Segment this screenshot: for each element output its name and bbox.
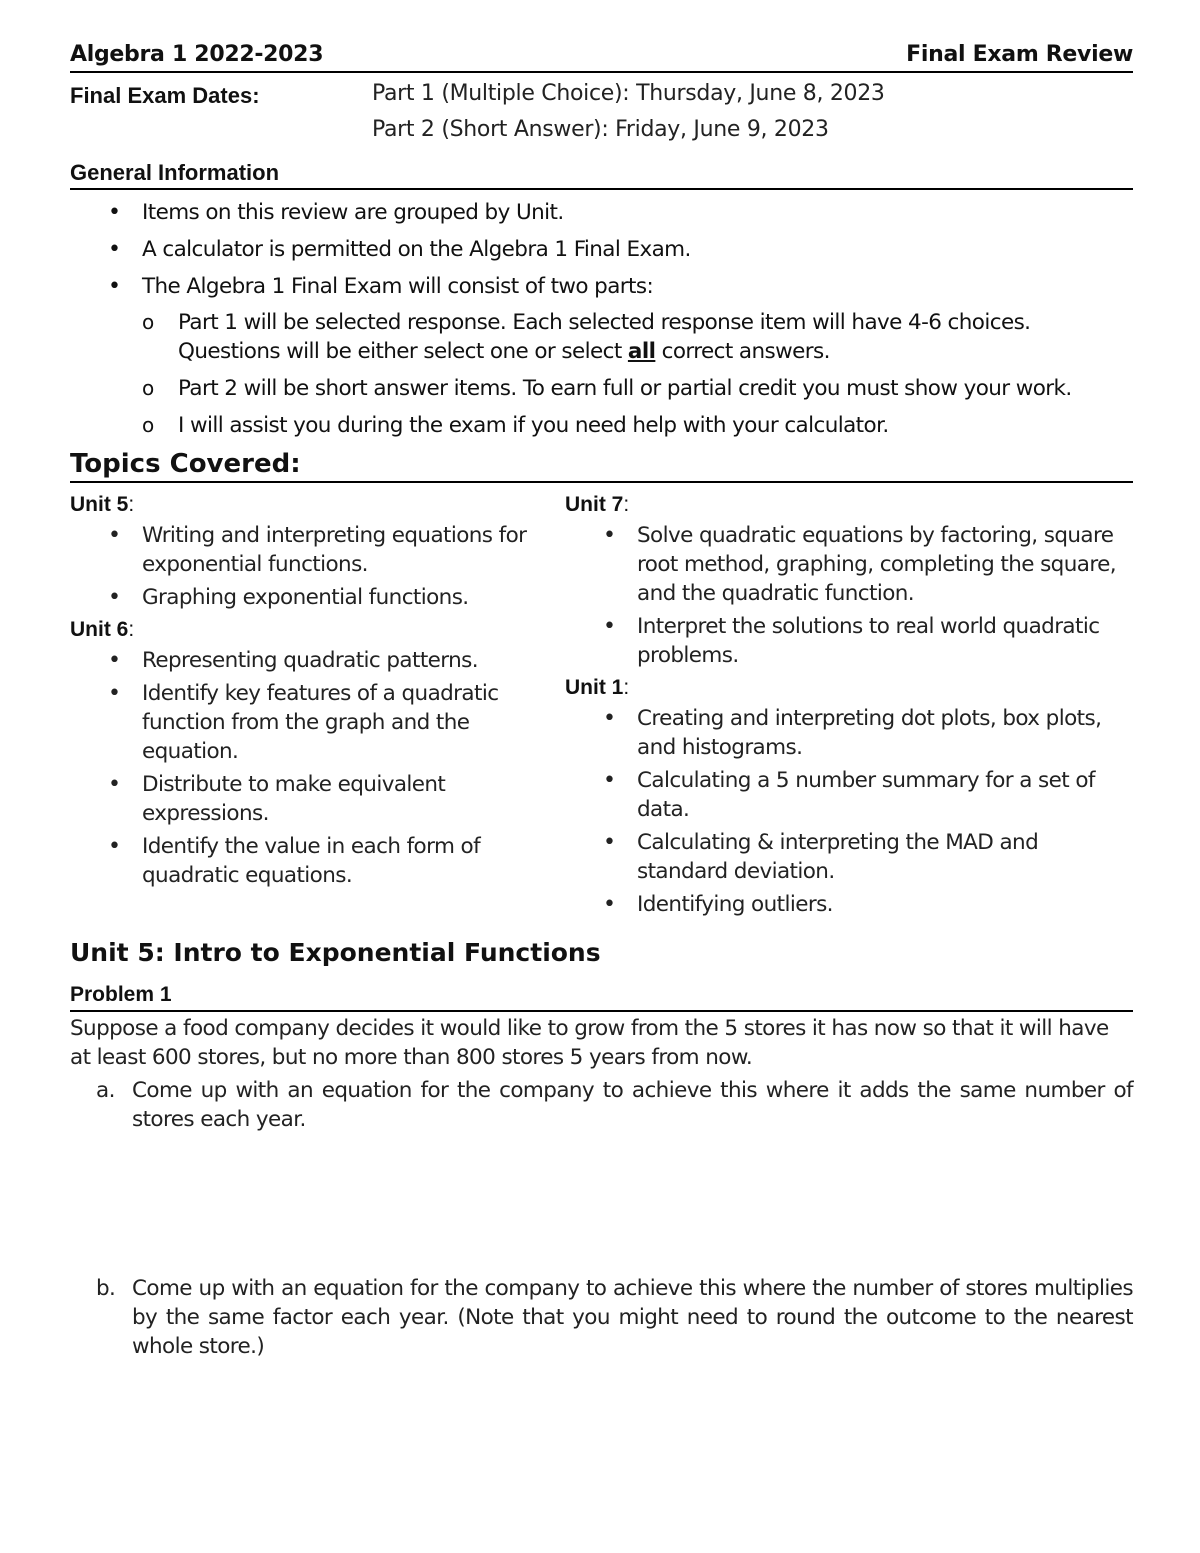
- list-item: • Creating and interpreting dot plots, box plots, and histograms.: [603, 706, 1102, 760]
- unit7-topics: [565, 521, 1133, 670]
- bullet-icon: •: [603, 706, 616, 731]
- question-a: a. Come up with an equation for the company to achieve this where it adds the same number of stores each year.: [96, 1078, 1133, 1132]
- unit1-topics: [565, 704, 1133, 919]
- bullet-icon: •: [603, 830, 616, 855]
- list-item: • A calculator is permitted on the Algebra 1 Final Exam.: [108, 237, 691, 262]
- list-item: • Interpret the solutions to real world quadratic problems.: [603, 614, 1100, 668]
- list-item: • Solve quadratic equations by factoring, square root method, graphing, completing the square, and the quadratic function.: [603, 523, 1116, 606]
- unit1-heading: Unit 1:: [565, 676, 630, 699]
- list-item: • Identifying outliers.: [603, 892, 833, 917]
- bullet-icon: •: [108, 274, 121, 299]
- problem1-heading: Problem 1: [70, 981, 1133, 1012]
- course-title: Algebra 1 2022-2023: [70, 42, 324, 67]
- unit5-heading: Unit 5:: [70, 493, 135, 516]
- list-item: • Representing quadratic patterns.: [108, 648, 479, 673]
- question-letter: b.: [96, 1276, 116, 1301]
- topics-right-column: [565, 491, 1133, 923]
- list-item: o Part 2 will be short answer items. To earn full or partial credit you must show your work.: [142, 376, 1072, 401]
- bullet-icon: •: [108, 237, 121, 262]
- question-b: b. Come up with an equation for the company to achieve this where the number of stores multiplies by the same factor each year. (Note that you might need to round the outcome to the nearest whole store.): [96, 1276, 1133, 1359]
- unit6-heading: Unit 6:: [70, 618, 135, 641]
- list-item: • Writing and interpreting equations for exponential functions.: [108, 523, 527, 577]
- problem1-questions: [70, 1076, 1133, 1361]
- list-item: • Identify key features of a quadratic function from the graph and the equation.: [108, 681, 499, 764]
- bullet-icon: •: [108, 585, 121, 610]
- bullet-icon: •: [603, 892, 616, 917]
- bullet-icon: •: [108, 681, 121, 706]
- unit5-section-title: Unit 5: Intro to Exponential Functions: [70, 938, 601, 967]
- bullet-icon: •: [108, 834, 121, 859]
- page-header: [70, 40, 1133, 73]
- exam-dates: [70, 81, 1133, 153]
- bullet-icon: •: [108, 648, 121, 673]
- bullet-icon: •: [108, 772, 121, 797]
- list-item: • Distribute to make equivalent expressions.: [108, 772, 446, 826]
- list-item: • The Algebra 1 Final Exam will consist of two parts:: [108, 274, 654, 299]
- list-item: o I will assist you during the exam if you need help with your calculator.: [142, 413, 889, 438]
- general-info-heading: General Information: [70, 159, 1133, 190]
- document-title: Final Exam Review: [906, 42, 1133, 67]
- exam-date-part1: Part 1 (Multiple Choice): Thursday, June 8, 2023: [372, 81, 885, 106]
- unit5-topics: [70, 521, 565, 612]
- list-item: • Items on this review are grouped by Unit.: [108, 200, 564, 225]
- exam-parts-list: [70, 308, 1133, 440]
- circle-bullet-icon: o: [142, 413, 154, 437]
- problem1-text: Suppose a food company decides it would like to grow from the 5 stores it has now so that it will have at least 600 stores, but no more than 800 stores 5 years from now.: [70, 1016, 1109, 1070]
- question-letter: a.: [96, 1078, 115, 1103]
- circle-bullet-icon: o: [142, 310, 154, 334]
- topics-columns: [70, 491, 1133, 923]
- list-item: • Calculating & interpreting the MAD and standard deviation.: [603, 830, 1039, 884]
- bullet-icon: •: [108, 523, 121, 548]
- topics-left-column: [70, 491, 565, 923]
- bullet-icon: •: [108, 200, 121, 225]
- bullet-icon: •: [603, 614, 616, 639]
- exam-date-part2: Part 2 (Short Answer): Friday, June 9, 2023: [372, 117, 829, 142]
- list-item: • Graphing exponential functions.: [108, 585, 469, 610]
- bullet-icon: •: [603, 523, 616, 548]
- bullet-icon: •: [603, 768, 616, 793]
- circle-bullet-icon: o: [142, 376, 154, 400]
- topics-covered-heading: Topics Covered:: [70, 448, 1133, 483]
- exam-dates-label: Final Exam Dates:: [70, 83, 260, 108]
- list-item: • Identify the value in each form of quadratic equations.: [108, 834, 481, 888]
- general-info-list: [70, 200, 1133, 300]
- unit7-heading: Unit 7:: [565, 493, 630, 516]
- list-item: • Calculating a 5 number summary for a set of data.: [603, 768, 1095, 822]
- document-page: [70, 40, 1133, 1361]
- list-item: o Part 1 will be selected response. Each selected response item will have 4-6 choices. Questions will be either select one or select all correct answers.: [142, 310, 1031, 364]
- unit6-topics: [70, 646, 565, 890]
- emphasis-all: all: [627, 339, 656, 364]
